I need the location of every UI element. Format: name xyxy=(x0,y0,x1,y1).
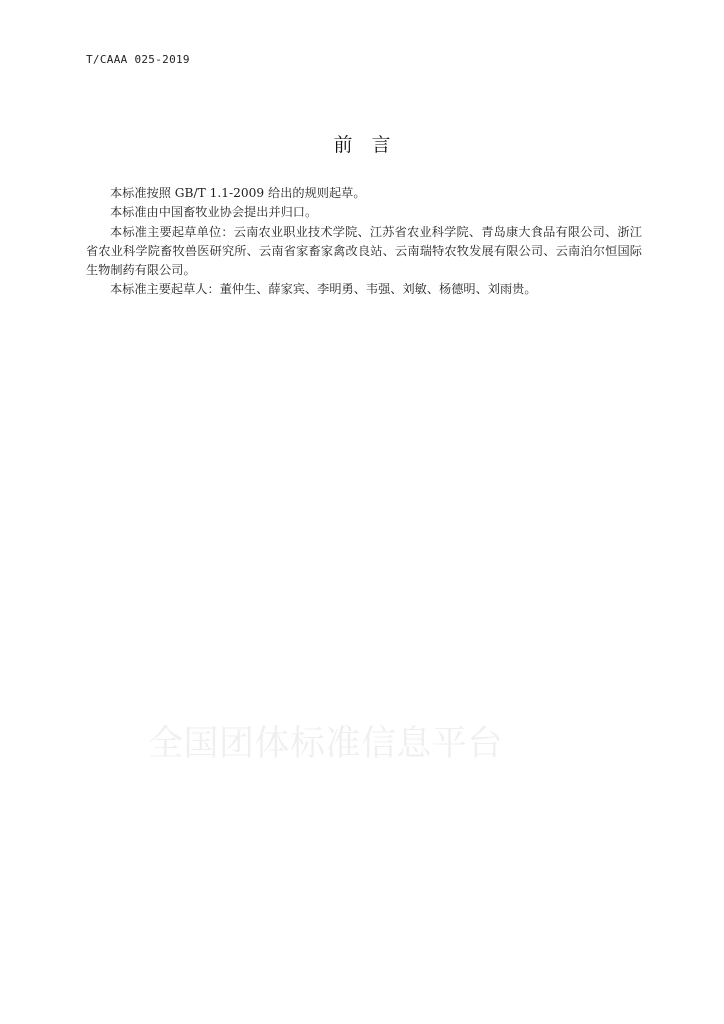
section-title: 前言 xyxy=(333,134,410,156)
paragraph-proposer: 本标准由中国畜牧业协会提出并归口。 xyxy=(110,205,318,220)
paragraph-drafters: 本标准主要起草人：董仲生、薛家宾、李明勇、韦强、刘敏、杨德明、刘雨贵。 xyxy=(110,282,537,297)
watermark: 全国团体标准信息平台 xyxy=(148,724,504,764)
standard-code: T/CAAA 025-2019 xyxy=(86,53,190,66)
paragraph-drafting-rules: 本标准按照 GB/T 1.1-2009 给出的规则起草。 xyxy=(110,186,366,200)
foreword-body xyxy=(86,184,642,300)
paragraph-drafting-units: 本标准主要起草单位：云南农业职业技术学院、江苏省农业科学院、青岛康大食品有限公司、浙江省农业科学院畜牧兽医研究所、云南省家畜家禽改良站、云南瑞特农牧发展有限公司、云南泊尔恒国际生物制药有限公司。 xyxy=(86,224,642,278)
